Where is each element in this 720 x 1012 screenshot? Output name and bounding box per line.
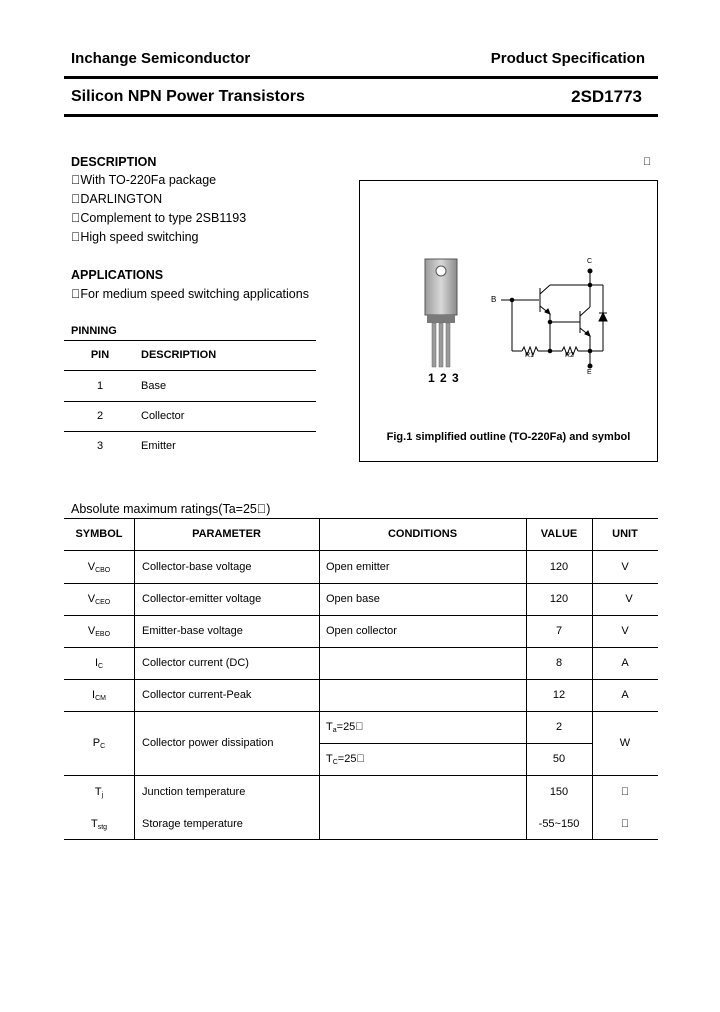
collector-terminal-label: C — [587, 258, 593, 265]
pinning-rule — [64, 340, 316, 341]
header-rule-top — [64, 76, 658, 79]
table-row-parameter: Collector-emitter voltage — [142, 593, 262, 605]
product-type: Silicon NPN Power Transistors — [71, 88, 305, 105]
emitter-terminal-label: E — [587, 369, 592, 376]
company-name: Inchange Semiconductor — [71, 50, 251, 67]
table-row-conditions: $T_C=25 $ — [326, 753, 365, 766]
table-row-symbol: $I_{CM}$ — [92, 689, 106, 702]
table-row-parameter: Emitter-base voltage — [142, 625, 243, 637]
table-row-unit: V — [621, 561, 629, 573]
applications-title: APPLICATIONS — [71, 268, 164, 282]
header-unit: UNIT — [612, 528, 638, 540]
pinning-rule — [64, 401, 316, 402]
package-base — [427, 315, 455, 323]
package-and-symbol-drawing — [360, 181, 657, 461]
description-item:  With TO-220Fa package — [71, 173, 217, 187]
table-row-unit: A — [621, 689, 629, 701]
pinning-rule — [64, 431, 316, 432]
table-row-value: 120 — [549, 593, 569, 605]
bullet-glyph:   — [71, 230, 81, 244]
table-row-conditions: $T_a=25 $ — [326, 721, 364, 734]
table-row-value: 12 — [552, 689, 566, 701]
package-lead — [432, 323, 436, 367]
r2-label: R2 — [565, 352, 574, 359]
pinning-header-description: DESCRIPTION — [141, 349, 217, 361]
part-number: 2SD1773 — [571, 87, 642, 106]
table-row-symbol: $T_{stg}$ — [90, 818, 108, 831]
table-row-parameter: Collector current-Peak — [142, 689, 252, 701]
pinning-header-pin: PIN — [90, 349, 110, 361]
table-row-symbol: $V_{CEO}$ — [87, 593, 111, 606]
table-row-parameter: Collector power dissipation — [142, 737, 274, 749]
table-row-value: 8 — [555, 657, 563, 669]
table-row-value: 120 — [549, 561, 569, 573]
r1-label: R1 — [525, 352, 534, 359]
header-symbol: SYMBOL — [75, 528, 123, 540]
header-parameter: PARAMETER — [192, 528, 261, 540]
spec-label: Product Specification — [490, 50, 645, 67]
package-lead — [446, 323, 450, 367]
table-row-symbol: $P_C$ — [92, 737, 106, 750]
header-conditions: CONDITIONS — [387, 528, 458, 540]
table-row-value: 50 — [552, 753, 566, 765]
bullet-glyph:   — [71, 287, 81, 301]
header-value: VALUE — [540, 528, 578, 540]
table-row-symbol: $V_{CBO}$ — [87, 561, 111, 574]
description-title: DESCRIPTION — [71, 155, 157, 169]
bullet-glyph:   — [71, 211, 81, 225]
table-row-symbol: $V_{EBO}$ — [87, 625, 111, 638]
description-item:  Complement to type 2SB1193 — [71, 211, 247, 225]
table-row-unit: V — [625, 593, 633, 605]
table-row-symbol: $T_j$ — [94, 786, 104, 799]
description-item:  DARLINGTON — [71, 192, 163, 206]
figure-box — [359, 180, 658, 462]
table-row-parameter: Storage temperature — [142, 818, 243, 830]
bullet-glyph:   — [71, 173, 81, 187]
applications-item:  For medium speed switching applications — [71, 287, 309, 301]
ratings-title: Absolute maximum ratings(Ta=25 ) — [71, 502, 271, 516]
table-row-unit: W — [619, 737, 631, 749]
base-terminal-label: B — [491, 295, 497, 304]
table-row-unit: A — [621, 657, 629, 669]
pin-number: 1 — [96, 380, 104, 392]
pin-description: Emitter — [141, 440, 176, 452]
table-row-value: 2 — [555, 721, 563, 733]
figure-caption: Fig.1 simplified outline (TO-220Fa) and symbol — [386, 431, 631, 443]
table-row-parameter: Collector current (DC) — [142, 657, 249, 669]
pin-description: Collector — [141, 410, 185, 422]
table-row-conditions: Open emitter — [326, 561, 390, 573]
table-row-unit:   — [620, 818, 630, 830]
table-row-conditions: Open base — [326, 593, 380, 605]
pin-number: 3 — [96, 440, 104, 452]
table-row-value: 7 — [555, 625, 563, 637]
darlington-symbol — [501, 269, 607, 368]
pinning-title: PINNING — [71, 325, 117, 337]
table-row-parameter: Junction temperature — [142, 786, 246, 798]
table-row-unit: V — [621, 625, 629, 637]
table-row-value: -55~150 — [538, 818, 580, 830]
mounting-hole — [436, 266, 446, 276]
bullet-glyph:   — [71, 192, 81, 206]
header-rule-bottom — [64, 114, 658, 117]
pinning-rule — [64, 370, 316, 371]
table-row-unit:   — [620, 786, 630, 798]
pin-numbers-label: 1 2 3 — [428, 371, 460, 385]
degree-symbol:   — [256, 502, 267, 516]
pin-description: Base — [141, 380, 167, 392]
table-row-conditions: Open collector — [326, 625, 397, 637]
table-row-symbol: $I_C$ — [94, 657, 104, 670]
corner-mark:   — [643, 156, 652, 168]
package-lead — [439, 323, 443, 367]
table-row-parameter: Collector-base voltage — [142, 561, 252, 573]
pin-number: 2 — [96, 410, 104, 422]
table-row-value: 150 — [549, 786, 569, 798]
description-item:  High speed switching — [71, 230, 199, 244]
